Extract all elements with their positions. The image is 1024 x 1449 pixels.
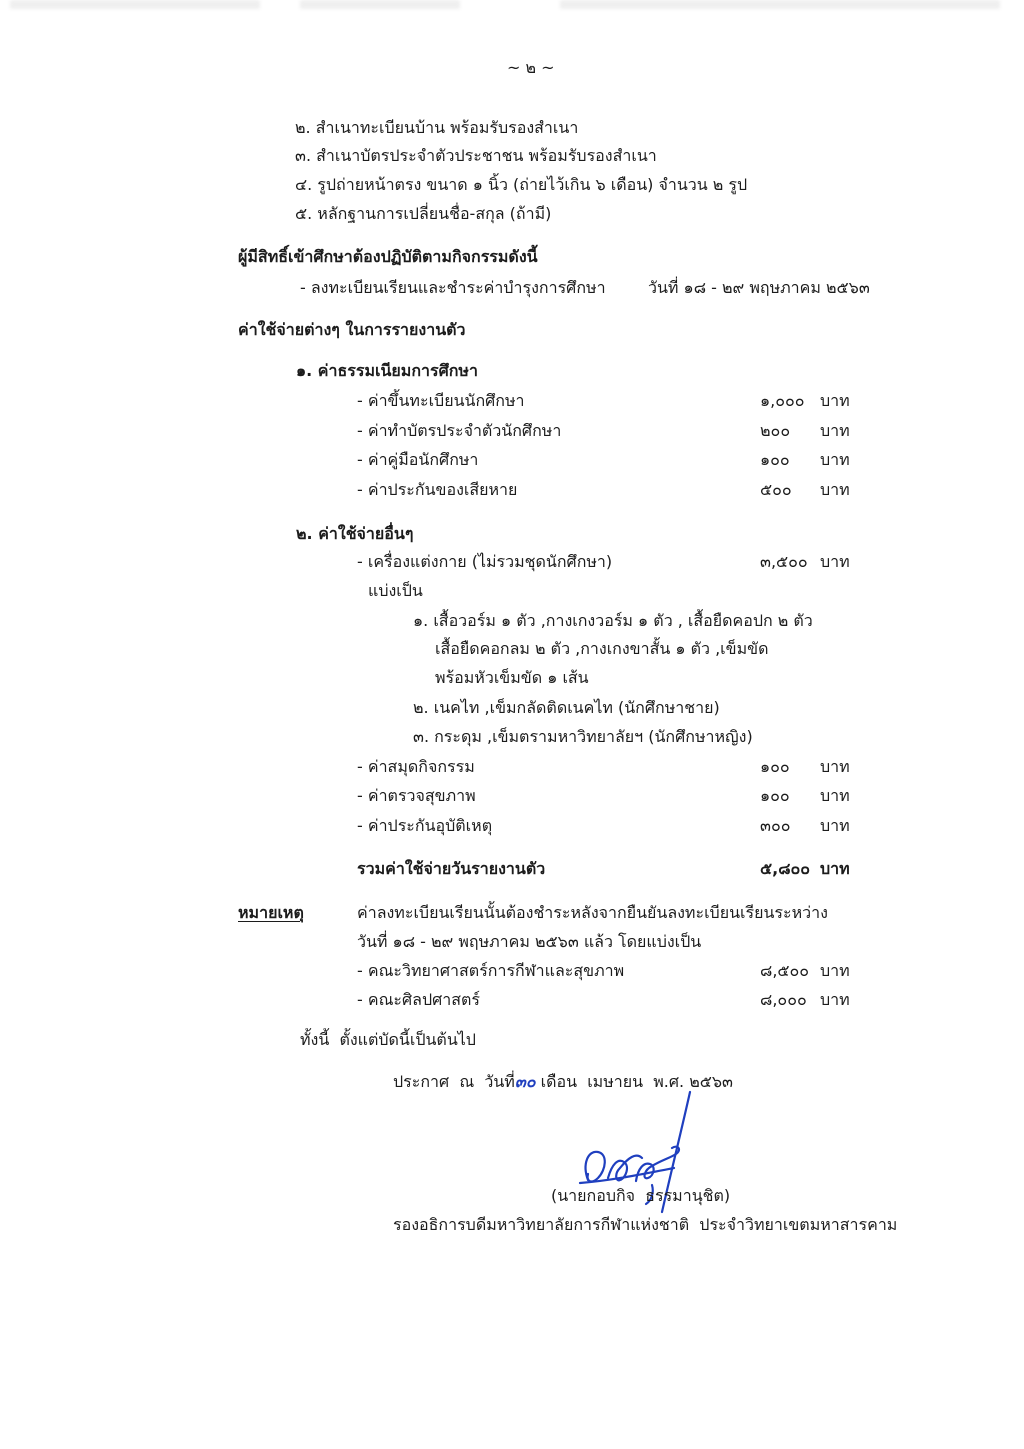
faculty-fee-unit: บาท bbox=[820, 961, 850, 980]
activities-heading: ผู้มีสิทธิ์เข้าศึกษาต้องปฏิบัติตามกิจกรรมดังนี้ bbox=[238, 247, 538, 266]
activity-date: วันที่ ๑๘ - ๒๙ พฤษภาคม ๒๕๖๓ bbox=[648, 278, 870, 297]
fee-label: - ค่าทำบัตรประจำตัวนักศึกษา bbox=[357, 421, 562, 440]
fee-unit: บาท bbox=[820, 480, 850, 499]
activity-label: - ลงทะเบียนเรียนและชำระค่าบำรุงการศึกษา bbox=[300, 278, 606, 297]
fee-amount: ๒๐๐ bbox=[760, 421, 791, 440]
fee-amount: ๓๐๐ bbox=[760, 816, 791, 835]
tuition-heading: ๑. ค่าธรรมเนียมการศึกษา bbox=[296, 361, 478, 380]
faculty-fee-label: - คณะวิทยาศาสตร์การกีฬาและสุขภาพ bbox=[357, 961, 625, 980]
uniform-label: - เครื่องแต่งกาย (ไม่รวมชุดนักศึกษา) bbox=[357, 552, 613, 571]
fee-unit: บาท bbox=[820, 816, 850, 835]
faculty-fee-amount: ๘,๕๐๐ bbox=[760, 961, 810, 980]
remark-heading: หมายเหตุ bbox=[238, 903, 304, 922]
other-expenses-heading: ๒. ค่าใช้จ่ายอื่นๆ bbox=[296, 524, 414, 543]
total-unit: บาท bbox=[820, 859, 850, 878]
breakdown-item: พร้อมหัวเข็มขัด ๑ เส้น bbox=[435, 668, 589, 687]
fee-unit: บาท bbox=[820, 786, 850, 805]
uniform-amount: ๓,๕๐๐ bbox=[760, 552, 808, 571]
remark-line: วันที่ ๑๘ - ๒๙ พฤษภาคม ๒๕๖๓ แล้ว โดยแบ่งเป็น bbox=[357, 932, 702, 951]
fee-label: - ค่าขึ้นทะเบียนนักศึกษา bbox=[357, 391, 525, 410]
fee-label: - ค่าคู่มือนักศึกษา bbox=[357, 450, 479, 469]
total-label: รวมค่าใช้จ่ายวันรายงานตัว bbox=[357, 859, 546, 878]
signatory-name: (นายกอบกิจ ธรรมานุชิต) bbox=[551, 1186, 731, 1205]
breakdown-item: ๒. เนคไท ,เข็มกลัดติดเนคไท (นักศึกษาชาย) bbox=[413, 698, 720, 717]
remark-line: ค่าลงทะเบียนเรียนนั้นต้องชำระหลังจากยืนยันลงทะเบียนเรียนระหว่าง bbox=[357, 903, 828, 922]
breakdown-item: เสื้อยืดคอกลม ๒ ตัว ,กางเกงขาสั้น ๑ ตัว ,เข็มขัด bbox=[435, 639, 769, 658]
fee-amount: ๑๐๐ bbox=[760, 786, 790, 805]
announcement-prefix: ประกาศ ณ วันที่ bbox=[393, 1072, 515, 1091]
document-item: ๓. สำเนาบัตรประจำตัวประชาชน พร้อมรับรองสำเนา bbox=[295, 146, 657, 165]
document-item: ๔. รูปถ่ายหน้าตรง ขนาด ๑ นิ้ว (ถ่ายไว้เกิน ๖ เดือน) จำนวน ๒ รูป bbox=[295, 175, 748, 194]
scan-bleed-through bbox=[300, 0, 460, 9]
total-amount: ๕,๘๐๐ bbox=[760, 859, 811, 878]
breakdown-item: ๑. เสื้อวอร์ม ๑ ตัว ,กางเกงวอร์ม ๑ ตัว , เสื้อยืดคอปก ๒ ตัว bbox=[413, 611, 813, 630]
uniform-unit: บาท bbox=[820, 552, 850, 571]
fee-label: - ค่าสมุดกิจกรรม bbox=[357, 757, 475, 776]
fee-amount: ๕๐๐ bbox=[760, 480, 792, 499]
page-number: ~ ๒ ~ bbox=[507, 58, 555, 77]
fee-label: - ค่าประกันอุบัติเหตุ bbox=[357, 816, 493, 835]
document-item: ๕. หลักฐานการเปลี่ยนชื่อ-สกุล (ถ้ามี) bbox=[295, 204, 552, 223]
faculty-fee-label: - คณะศิลปศาสตร์ bbox=[357, 990, 481, 1009]
scan-bleed-through bbox=[560, 0, 1000, 9]
breakdown-label: แบ่งเป็น bbox=[368, 581, 423, 600]
fee-amount: ๑๐๐ bbox=[760, 757, 790, 776]
fee-unit: บาท bbox=[820, 450, 850, 469]
signature-stroke bbox=[586, 1152, 605, 1182]
fee-amount: ๑,๐๐๐ bbox=[760, 391, 805, 410]
breakdown-item: ๓. กระดุม ,เข็มตรามหาวิทยาลัยฯ (นักศึกษาหญิง) bbox=[413, 727, 753, 746]
fee-label: - ค่าตรวจสุขภาพ bbox=[357, 786, 476, 805]
announcement-suffix: เดือน เมษายน พ.ศ. ๒๕๖๓ bbox=[535, 1072, 733, 1091]
signatory-position: รองอธิการบดีมหาวิทยาลัยการกีฬาแห่งชาติ ประจำวิทยาเขตมหาสารคาม bbox=[393, 1215, 898, 1234]
fee-label: - ค่าประกันของเสียหาย bbox=[357, 480, 518, 499]
document-item: ๒. สำเนาทะเบียนบ้าน พร้อมรับรองสำเนา bbox=[295, 118, 579, 137]
fee-unit: บาท bbox=[820, 391, 850, 410]
scan-bleed-through bbox=[10, 0, 260, 9]
fee-unit: บาท bbox=[820, 757, 850, 776]
faculty-fee-unit: บาท bbox=[820, 990, 850, 1009]
fee-unit: บาท bbox=[820, 421, 850, 440]
handwritten-day: ๓๐ bbox=[514, 1072, 536, 1091]
expenses-heading: ค่าใช้จ่ายต่างๆ ในการรายงานตัว bbox=[238, 320, 466, 339]
effective-statement: ทั้งนี้ ตั้งแต่บัดนี้เป็นต้นไป bbox=[300, 1030, 476, 1049]
fee-amount: ๑๐๐ bbox=[760, 450, 790, 469]
faculty-fee-amount: ๘,๐๐๐ bbox=[760, 990, 807, 1009]
